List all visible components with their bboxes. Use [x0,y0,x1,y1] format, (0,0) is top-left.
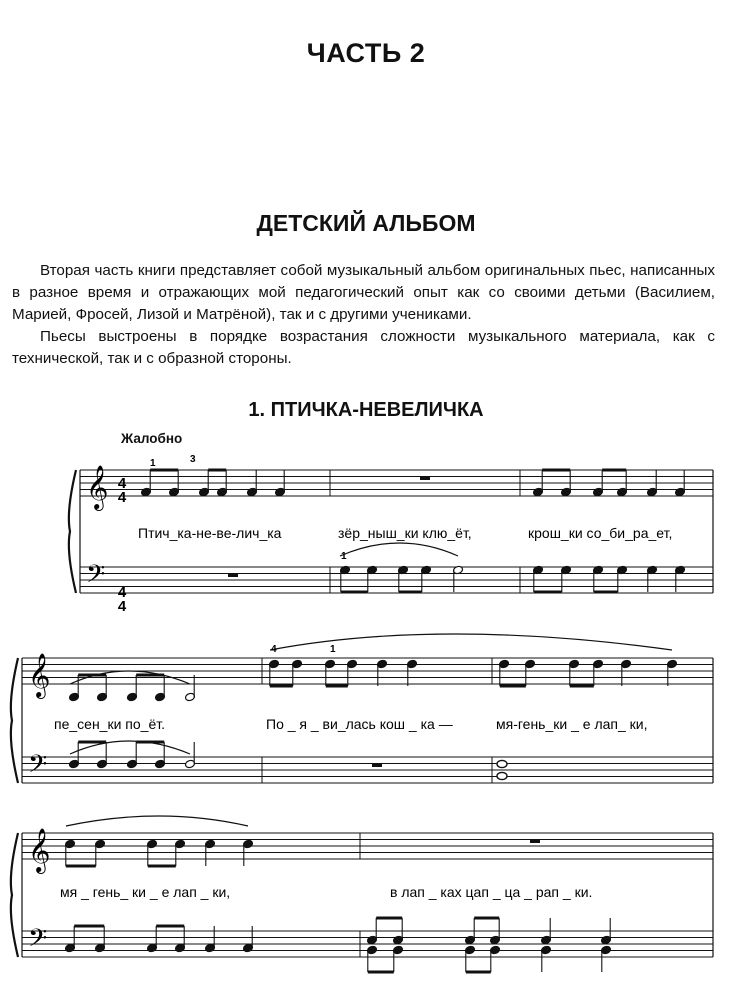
fingering: 3 [190,454,196,465]
tempo-marking: Жалобно [121,431,183,446]
bass-clef-icon: 𝄢 [86,561,106,594]
whole-rest [530,840,540,844]
intro-paragraph-1: Вторая часть книги представляет собой музыкальный альбом оригинальных пьес, написанных в разное время и отражающих мой педагогический опыт как со своими детьми (Василием, Марией, Фросей, Лизой и Матрёной), так и с другими учениками. [12,262,715,323]
lyric-line: зёр_ныш_ки клю_ёт, [338,525,472,541]
whole-note [497,760,507,767]
fingering: 1 [150,458,156,469]
treble-clef-icon: 𝄞 [28,830,51,872]
whole-rest [372,764,382,768]
lyric-line: пе_сен_ки по_ёт. [54,716,165,732]
time-signature-top-bass: 4 [117,584,127,601]
lyric-line: крош_ки со_би_ра_ет, [528,525,673,541]
system-2 [11,634,713,784]
whole-note [497,772,507,779]
lyric-line: мя _ гень_ ки _ е лап _ ки, [60,884,231,900]
treble-clef-icon: 𝄞 [86,467,109,509]
bass-clef-icon: 𝄢 [28,925,48,958]
fingering: 1 [341,551,347,562]
album-title: ДЕТСКИЙ АЛЬБОМ [256,210,476,236]
slur [340,543,458,556]
lyric-line: По _ я _ ви_лась кош _ ка — [266,716,453,732]
whole-rest [228,574,238,578]
lyric-line: мя-гень_ки _ е лап_ ки, [496,716,648,732]
whole-rest [420,477,430,481]
piece-title: 1. ПТИЧКА-НЕВЕЛИЧКА [248,399,484,421]
brace [11,833,18,957]
treble-clef-icon: 𝄞 [28,655,51,697]
slur [66,816,248,826]
brace [11,658,18,783]
fingering: 4 [271,644,277,655]
lyric-line: в лап _ ках цап _ ца _ рап _ ки. [390,884,593,900]
fingering: 1 [330,644,336,655]
bass-clef-icon: 𝄢 [28,751,48,784]
intro-paragraph-2: Пьесы выстроены в порядке возрастания сложности музыкального материала, как с технической, так и с образной стороны. [12,328,715,367]
time-signature-bottom-bass: 4 [117,598,127,615]
brace [69,470,76,593]
time-signature-bottom: 4 [117,489,127,506]
part-title: ЧАСТЬ 2 [306,38,426,68]
time-signature-top: 4 [117,475,127,492]
lyric-line: Птич_ка-не-ве-лич_ка [138,525,282,541]
